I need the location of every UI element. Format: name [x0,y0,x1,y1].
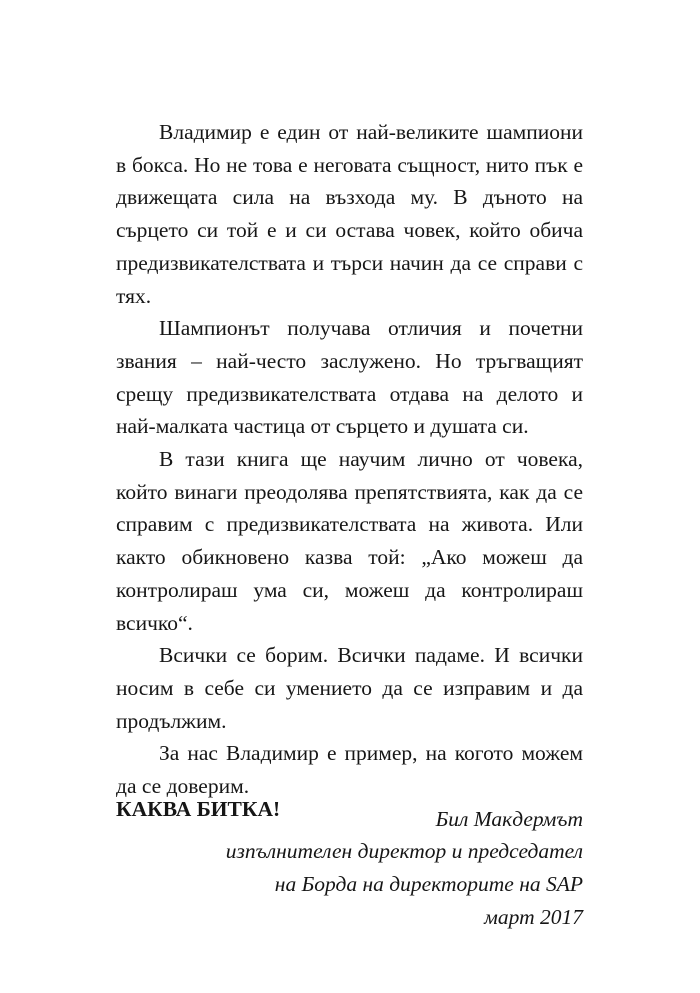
paragraph-honors: Шампионът получава отличия и почетни звания – най-често заслужено. Но тръгващият срещу предизвикателствата отдава на делото и най-малката частица от сърцето и душата си. [116,316,583,439]
paragraph-example: За нас Владимир е пример, на когото можем да се доверим. [116,741,583,799]
signature-name: Бил Макдермът [435,806,583,831]
paragraph-book: В тази книга ще научим лично от човека, който винаги преодолява препятствията, как да се справим с предизвикателствата на живота. Или както обикновено казва той: „Ако можеш да контролираш ума си, можеш да контролираш всичко“. [116,447,583,635]
section-title: КАКВА БИТКА! [116,797,281,821]
paragraph-champion: Владимир е един от най-великите шампиони в бокса. Но не това е неговата същност, нито пък е движещата сила на възхода му. В дъното на сърцето си той е и си остава човек, който обича предизвикателствата и търси начин да се справи с тях. [116,120,583,308]
paragraph-struggle: Всички се борим. Всички падаме. И всички носим в себе си умението да се изправим и да продължим. [116,643,583,733]
signature-title-line1: изпълнителен директор и председател [225,839,583,864]
signature-title-line2: на Борда на директорите на SAP [274,872,583,897]
signature-date: март 2017 [484,904,583,929]
